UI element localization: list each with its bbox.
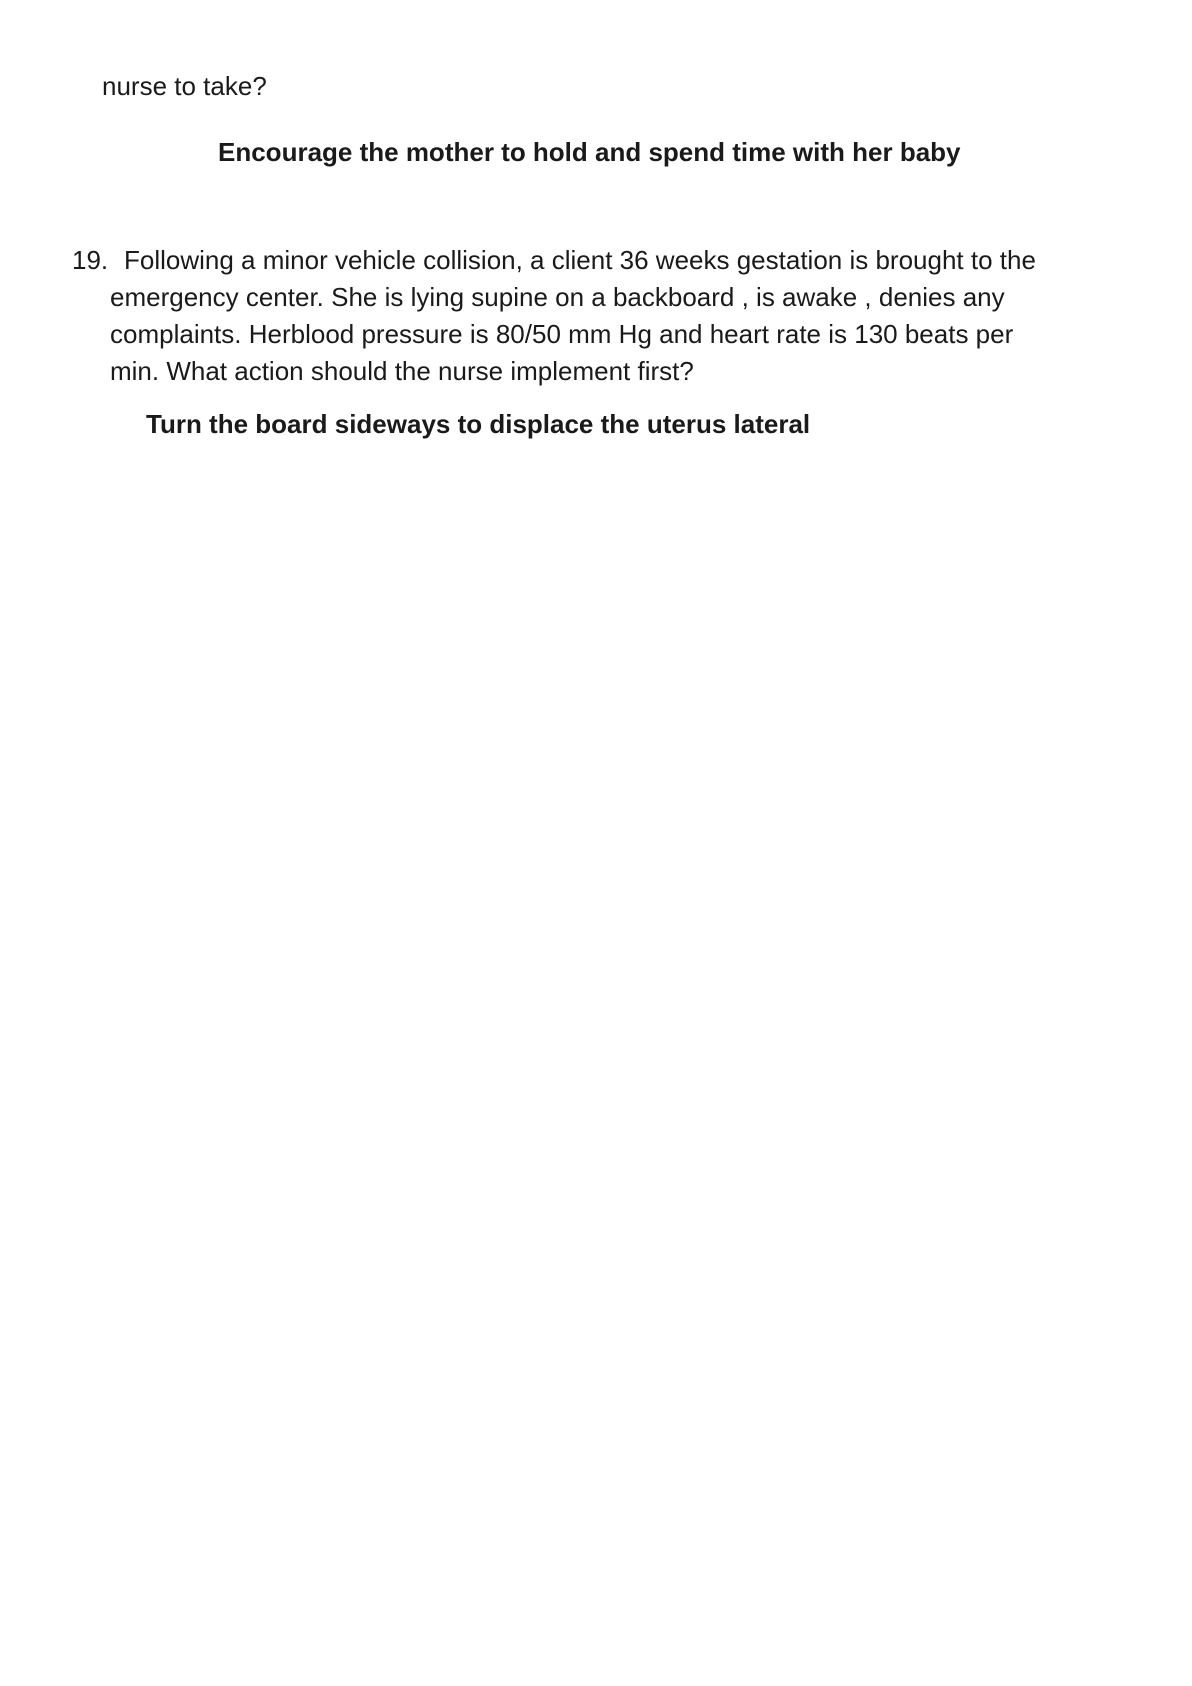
question-19-answer: Turn the board sideways to displace the uterus lateral xyxy=(146,409,811,439)
question-text-line: min. What action should the nurse implement first? xyxy=(110,356,694,386)
previous-question-answer: Encourage the mother to hold and spend time with her baby xyxy=(218,137,961,167)
question-text-line: complaints. Herblood pressure is 80/50 mm Hg and heart rate is 130 beats per xyxy=(110,319,1014,349)
question-19 xyxy=(72,242,1132,390)
continued-question-text: nurse to take? xyxy=(102,71,267,101)
question-text-line: emergency center. She is lying supine on a backboard , is awake , denies any xyxy=(110,282,1005,312)
question-number: 19. xyxy=(72,245,109,275)
question-text-line: Following a minor vehicle collision, a client 36 weeks gestation is brought to the xyxy=(124,245,1036,275)
